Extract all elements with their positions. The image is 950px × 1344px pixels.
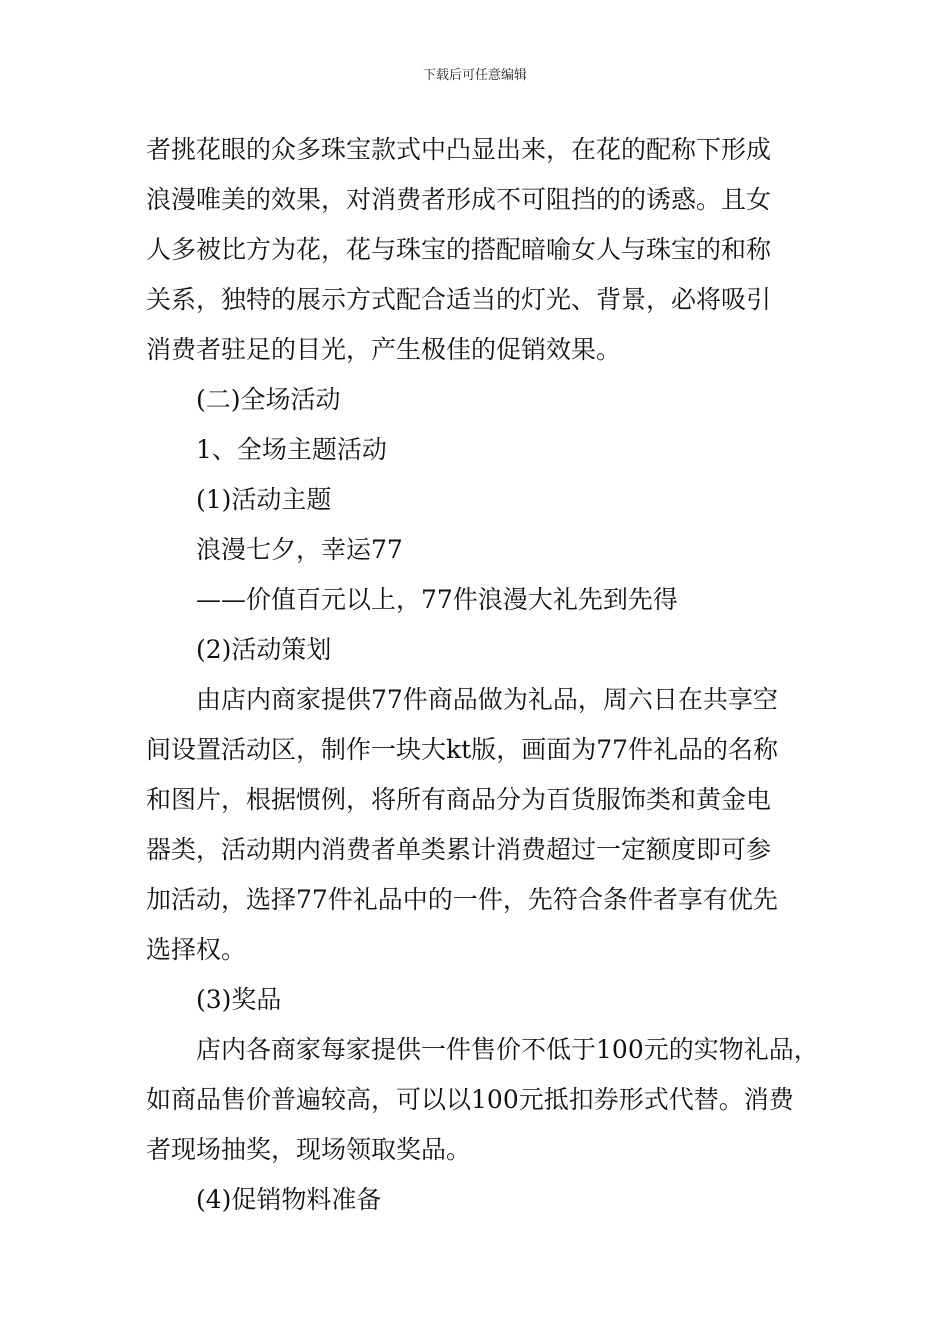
theme-subtitle: ——价值百元以上，77件浪漫大礼先到先得	[196, 585, 678, 614]
paragraph-line: 关系，独特的展示方式配合适当的灯光、背景，必将吸引	[146, 285, 772, 314]
paragraph-line: 者现场抽奖，现场领取奖品。	[146, 1135, 472, 1164]
paragraph-line: 器类，活动期内消费者单类累计消费超过一定额度即可参	[146, 835, 772, 864]
item-heading: (3)奖品	[196, 985, 282, 1014]
paragraph-line: 人多被比方为花，花与珠宝的搭配暗喻女人与珠宝的和称	[146, 235, 772, 264]
paragraph-line: 店内各商家每家提供一件售价不低于100元的实物礼品，	[196, 1035, 819, 1064]
item-heading: (2)活动策划	[196, 635, 332, 664]
item-heading: (4)促销物料准备	[196, 1185, 382, 1214]
paragraph-line: 由店内商家提供77件商品做为礼品，周六日在共享空	[196, 685, 778, 714]
subsection-heading: 1、全场主题活动	[196, 435, 387, 464]
item-heading: (1)活动主题	[196, 485, 332, 514]
paragraph-line: 消费者驻足的目光，产生极佳的促销效果。	[146, 335, 622, 364]
paragraph-line: 选择权。	[146, 935, 247, 964]
section-heading: (二)全场活动	[196, 385, 341, 414]
paragraph-line: 者挑花眼的众多珠宝款式中凸显出来，在花的配称下形成	[146, 135, 772, 164]
paragraph-line: 浪漫唯美的效果，对消费者形成不可阻挡的的诱惑。且女	[146, 185, 772, 214]
paragraph-line: 加活动，选择77件礼品中的一件，先符合条件者享有优先	[146, 885, 778, 914]
page-header: 下载后可任意编辑	[422, 68, 527, 83]
paragraph-line: 和图片，根据惯例，将所有商品分为百货服饰类和黄金电	[146, 785, 772, 814]
paragraph-line: 间设置活动区，制作一块大kt版，画面为77件礼品的名称	[146, 735, 779, 764]
document-body	[146, 125, 826, 1225]
theme-title: 浪漫七夕，幸运77	[196, 535, 403, 564]
paragraph-line: 如商品售价普遍较高，可以以100元抵扣券形式代替。消费	[146, 1085, 794, 1114]
